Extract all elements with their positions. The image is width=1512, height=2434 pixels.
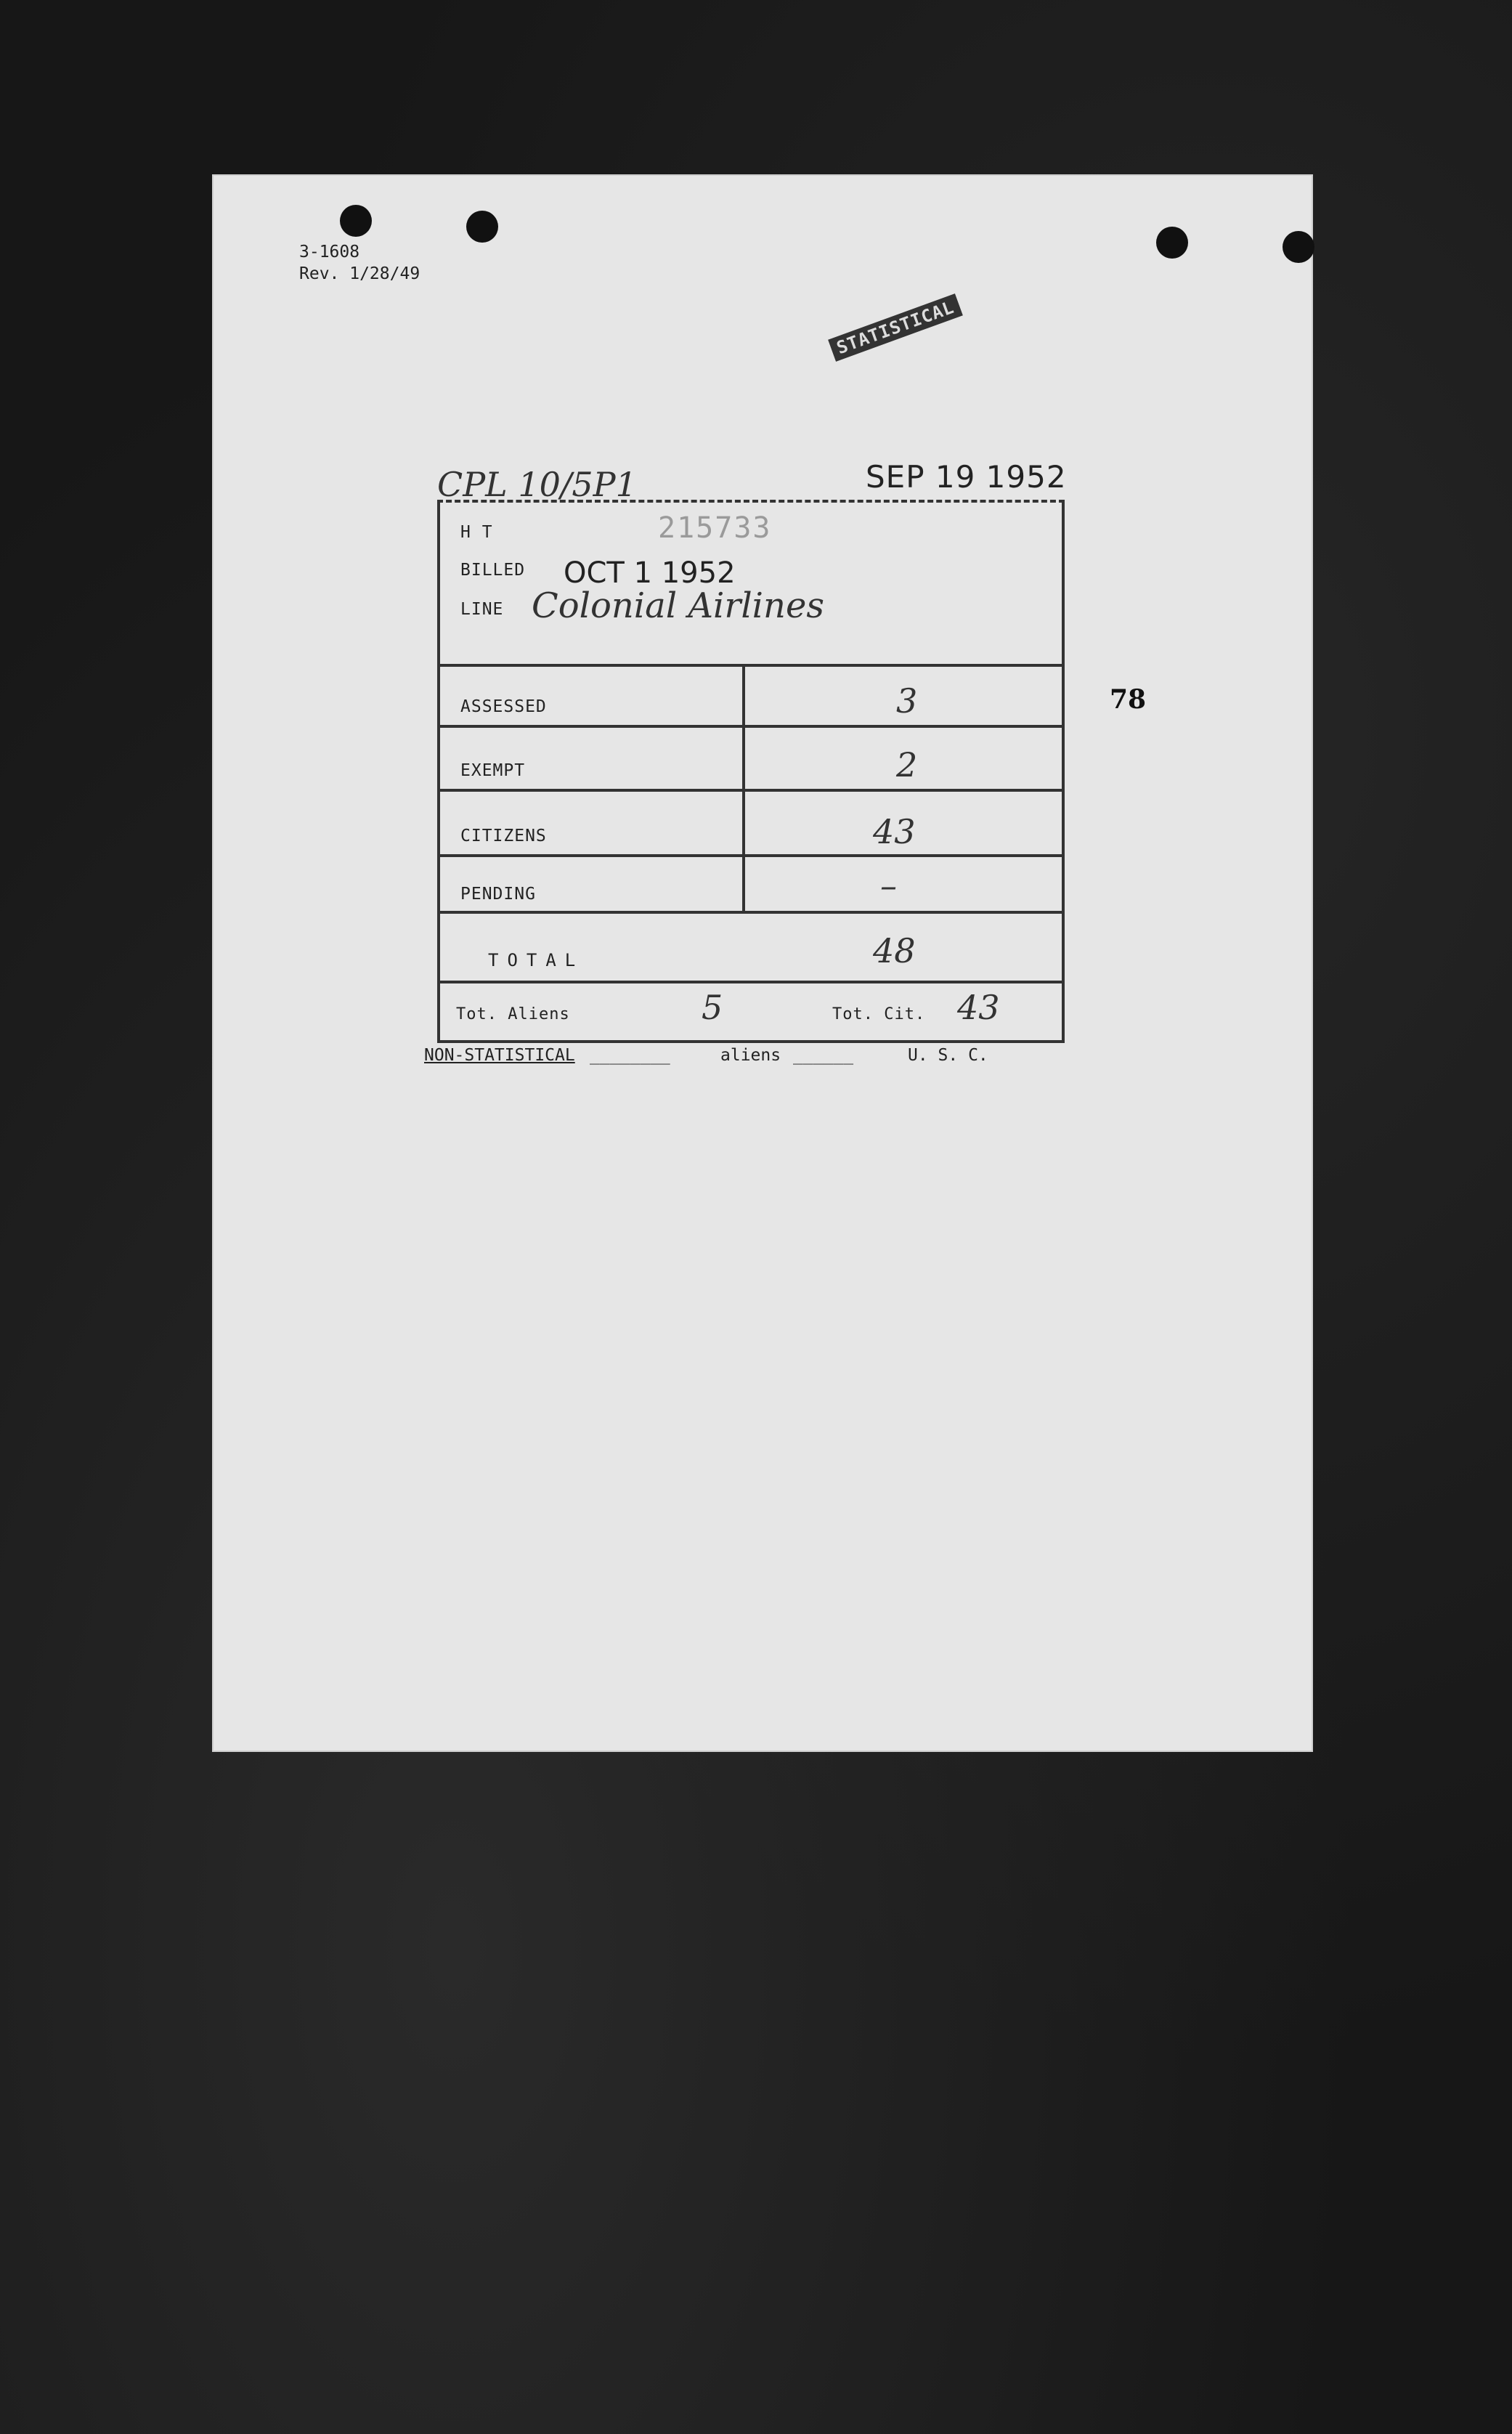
ht-value: 215733 [658,511,772,545]
divider [440,911,1062,914]
tot-cit-value: 43 [957,988,1000,1027]
non-statistical-label: NON-STATISTICAL [424,1046,575,1065]
footer-aliens: aliens [720,1046,781,1065]
footer-blank-2: ______ [793,1046,854,1065]
line-value: Colonial Airlines [532,585,824,626]
punch-hole-2 [466,211,498,243]
handwritten-reference: CPL 10/5P1 [437,465,637,504]
side-number: 78 [1110,684,1147,715]
billed-label: BILLED [460,561,526,580]
tot-cit-label: Tot. Cit. [832,1005,926,1023]
total-value: 48 [873,931,916,970]
divider [440,789,1062,792]
line-label: LINE [460,600,504,619]
row-value-pending: – [880,866,897,905]
row-label-assessed: ASSESSED [460,697,547,716]
row-value-assessed: 3 [896,681,918,721]
row-value-citizens: 43 [873,812,916,851]
received-date-stamp: SEP 19 1952 [866,459,1067,495]
punch-hole-1 [340,205,372,237]
document-card [212,174,1313,1752]
punch-hole-3 [1156,227,1188,259]
footer-usc: U. S. C. [908,1046,988,1065]
billed-date: OCT 1 1952 [564,556,736,590]
row-label-exempt: EXEMPT [460,761,526,780]
form-number: 3-1608 [299,243,360,261]
row-label-citizens: CITIZENS [460,827,547,845]
row-label-pending: PENDING [460,885,536,904]
tot-aliens-value: 5 [702,988,723,1027]
ht-label: H T [460,523,493,542]
form-number-block [299,241,420,285]
footer-blank-1: ________ [590,1046,670,1065]
divider [440,981,1062,983]
tot-aliens-label: Tot. Aliens [456,1005,570,1023]
row-value-exempt: 2 [896,745,918,784]
punch-hole-4 [1283,231,1314,263]
divider [440,854,1062,857]
form-revision: Rev. 1/28/49 [299,264,420,283]
column-divider [742,664,745,911]
record-box [437,500,1065,1043]
divider [440,664,1062,667]
divider [440,725,1062,728]
total-label: TOTAL [488,950,585,970]
statistical-stamp: STATISTICAL [828,293,963,362]
